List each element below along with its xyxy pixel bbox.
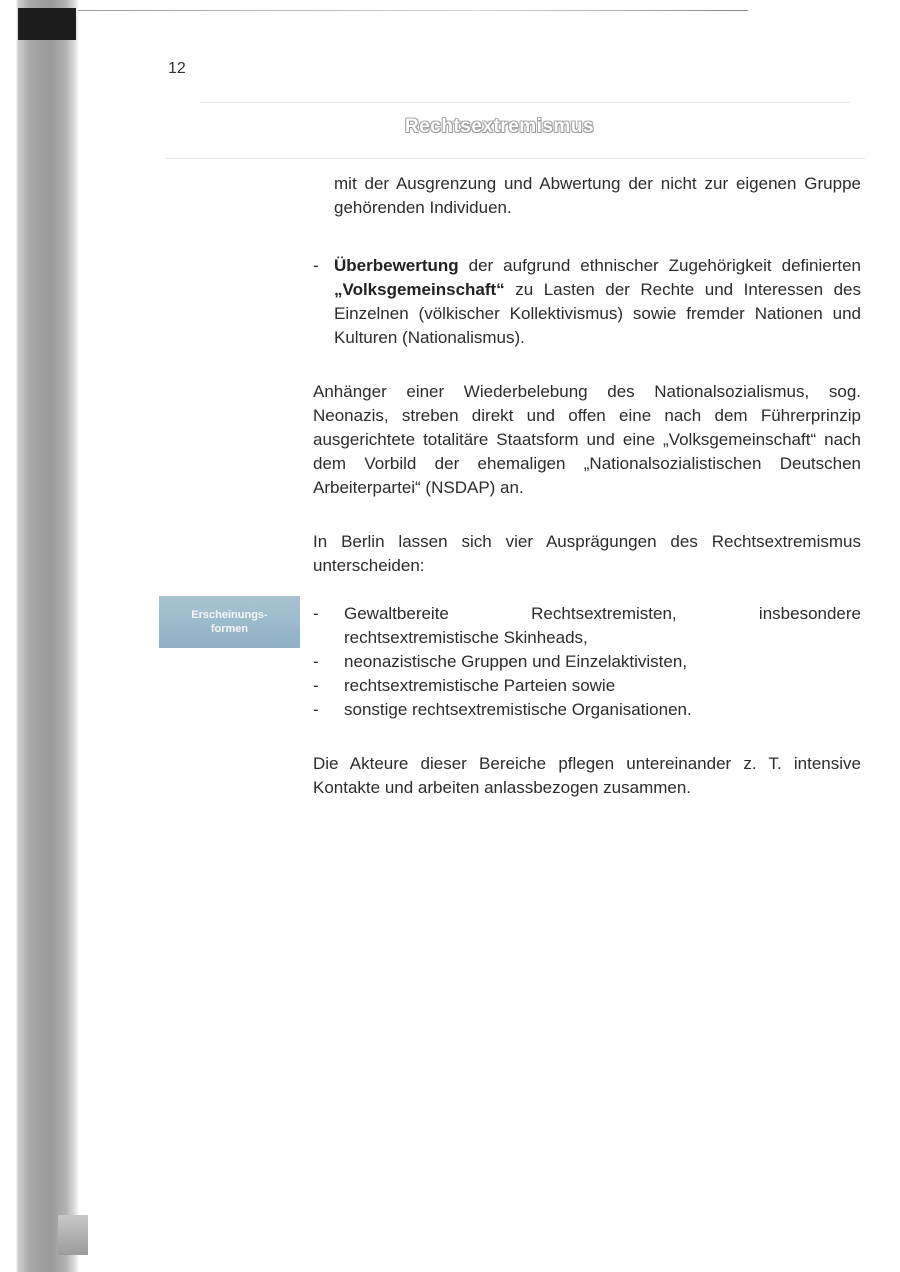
list-item — [313, 650, 861, 674]
continuation-paragraph: mit der Ausgrenzung und Abwertung der nicht zur eigenen Gruppe gehörenden Individuen. — [334, 174, 861, 217]
page-number: 12 — [168, 60, 186, 77]
margin-label-line2: formen — [210, 623, 249, 635]
bold-term-ueberbewertung: Überbewertung — [334, 256, 459, 275]
list-dash: - — [313, 652, 319, 671]
list-dash: - — [313, 676, 319, 695]
binding-shadow — [18, 8, 76, 40]
list-item — [313, 602, 861, 650]
list-item-text: neonazistische Gruppen und Einzelaktivisten, — [344, 652, 688, 671]
list-dash: - — [313, 700, 319, 719]
running-title: Rechtsextremismus — [405, 116, 595, 137]
spacer — [313, 220, 861, 254]
header-rule-top — [200, 102, 850, 103]
bullet-ueberbewertung — [313, 254, 861, 350]
bullet-dash: - — [313, 256, 319, 275]
list-item-text: Gewaltbereite Rechtsextremisten, insbesondere rechtsextremistische Skinheads, — [344, 604, 861, 647]
list-item — [313, 674, 861, 698]
top-edge-rule — [78, 10, 748, 11]
binding-bottom-edge — [58, 1215, 88, 1255]
paragraph-berlin: In Berlin lassen sich vier Ausprägungen des Rechtsextremismus unterscheiden: — [313, 532, 861, 575]
paragraph-neonazis: Anhänger einer Wiederbelebung des Nationalsozialismus, sog. Neonazis, streben direkt und offen eine nach dem Führerprinzip ausgerichtete totalitäre Staatsform und eine „Volksgemeinschaft“ nach dem Vorbild der ehemaligen „Nationalsozialistischen Deutschen Arbeiterpartei“ (NSDAP) an. — [313, 382, 861, 497]
list-dash: - — [313, 604, 319, 623]
list-item — [313, 698, 861, 722]
auspraegungen-list — [313, 602, 861, 722]
body-text — [313, 172, 861, 800]
paragraph-akteure: Die Akteure dieser Bereiche pflegen untereinander z. T. intensive Kontakte und arbeiten anlassbezogen zusammen. — [313, 754, 861, 797]
margin-label-erscheinungsformen — [159, 596, 300, 648]
bullet-text-2: zu Lasten der Rechte und Interessen des Einzelnen (völkischer Kollektivismus) sowie fremder Nationen und Kulturen (Nationalismus). — [334, 280, 861, 347]
spacer — [313, 722, 861, 752]
spacer — [313, 350, 861, 380]
bullet-text-1: der aufgrund ethnischer Zugehörigkeit definierten — [458, 256, 861, 275]
list-item-text: sonstige rechtsextremistische Organisationen. — [344, 700, 692, 719]
margin-label-line1: Erscheinungs- — [191, 609, 268, 621]
bold-term-volksgemeinschaft: „Volksgemeinschaft“ — [334, 280, 505, 299]
page-binding-edge — [0, 0, 78, 1272]
header-rule-bottom — [165, 158, 865, 159]
spacer — [313, 500, 861, 530]
list-item-text: rechtsextremistische Parteien sowie — [344, 676, 616, 695]
